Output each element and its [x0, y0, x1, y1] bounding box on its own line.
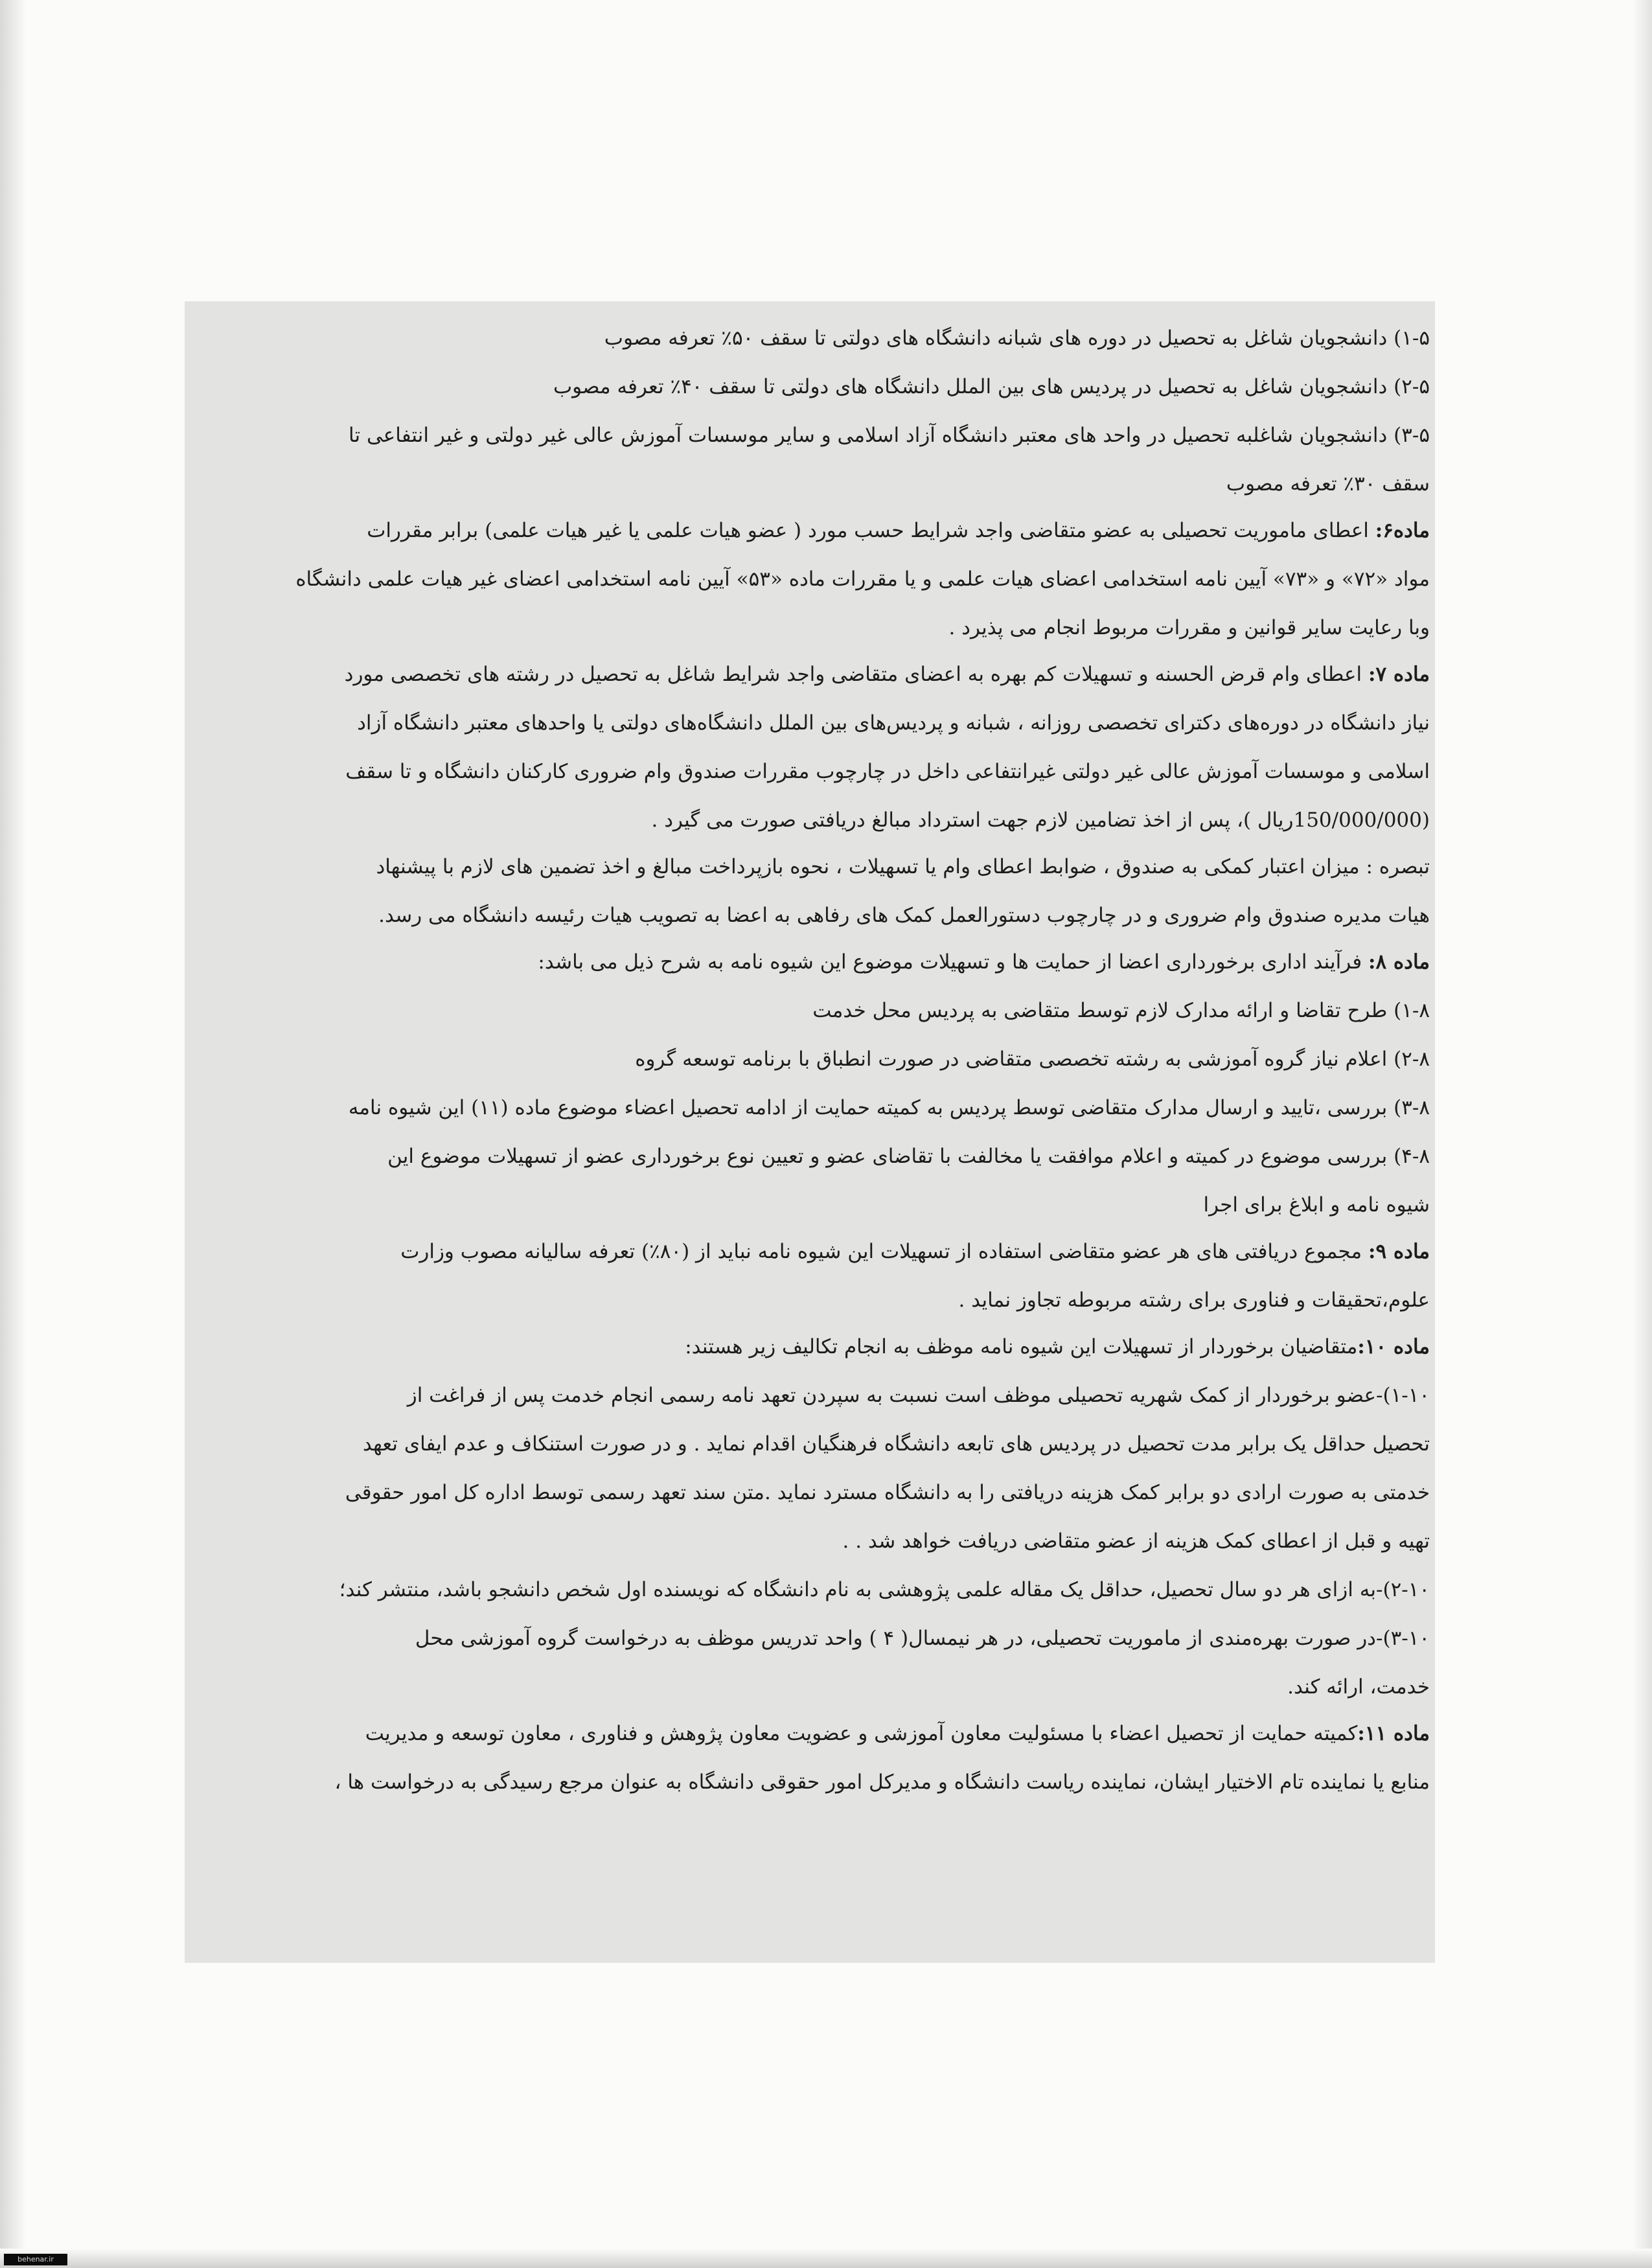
line-text: ۱-۸) طرح تقاضا و ارائه مدارک لازم توسط متقاضی به پردیس محل خدمت: [812, 999, 1430, 1022]
text-line: [192, 1323, 1430, 1371]
line-text: ۳-۸) بررسی ،تایید و ارسال مدارک متقاضی توسط پردیس به کمیته حمایت از ادامه تحصیل اعضاء موضوع ماده (۱۱) این شیوه نامه: [348, 1096, 1430, 1119]
line-text: متقاضیان برخوردار از تسهیلات این شیوه نامه موظف به انجام تکالیف زیر هستند:: [685, 1335, 1358, 1358]
text-line: [192, 1420, 1430, 1469]
line-text: ۲-۵) دانشجویان شاغل به تحصیل در پردیس های بین الملل دانشگاه های دولتی تا سقف ۴۰٪ تعرفه مصوب: [553, 375, 1430, 398]
article-label: ماده ۹:: [1368, 1240, 1430, 1263]
line-text: هیات مدیره صندوق وام ضروری و در چارچوب دستورالعمل کمک های رفاهی به اعضا به تصویب هیات رئیسه دانشگاه می رسد.: [378, 904, 1430, 927]
text-line: [192, 1566, 1430, 1614]
article-label: ماده۶:: [1375, 519, 1430, 542]
text-line: [192, 411, 1430, 460]
text-line: [192, 1710, 1430, 1758]
line-text: تحصیل حداقل یک برابر مدت تحصیل در پردیس های تابعه دانشگاه فرهنگیان اقدام نماید . و در صورت استنکاف و عدم ایفای تعهد: [362, 1432, 1430, 1456]
text-line: [192, 1614, 1430, 1663]
text-line: [192, 1469, 1430, 1517]
article-label: ماده ۱۰:: [1357, 1335, 1430, 1358]
text-line: [192, 843, 1430, 891]
text-line: [192, 987, 1430, 1035]
text-line: [192, 1758, 1430, 1807]
article-label: ماده ۸:: [1368, 950, 1430, 974]
text-line: [192, 1228, 1430, 1276]
text-line: [192, 748, 1430, 796]
line-text: ۱-۵) دانشجویان شاغل به تحصیل در دوره های شبانه دانشگاه های دولتی تا سقف ۵۰٪ تعرفه مصوب: [604, 326, 1430, 350]
line-text: مواد «۷۲» و «۷۳» آیین نامه استخدامی اعضای هیات علمی و یا مقررات ماده «۵۳» آیین نامه استخدامی اعضای غیر هیات علمی دانشگاه: [295, 567, 1430, 591]
line-text: نیاز دانشگاه در دوره‌های دکترای تخصصی روزانه ، شبانه و پردیس‌های بین الملل دانشگاه‌های دولتی یا واحدهای معتبر دانشگاه آزاد: [357, 711, 1430, 735]
text-line: [192, 507, 1430, 555]
line-text: فرآیند اداری برخورداری اعضا از حمایت ها و تسهیلات موضوع این شیوه نامه به شرح ذیل می باشد:: [538, 950, 1368, 974]
line-text: تبصره : میزان اعتبار کمکی به صندوق ، ضوابط اعطای وام یا تسهیلات ، نحوه بازپرداخت مبالغ و اخذ تضمین های لازم با پیشنهاد: [376, 855, 1430, 878]
line-text: ۲-۱۰)-به ازای هر دو سال تحصیل، حداقل یک مقاله علمی پژوهشی به نام دانشگاه که نویسنده اول شخص دانشجو باشد، منتشر کند؛: [339, 1578, 1430, 1601]
line-text: ۳-۱۰)-در صورت بهره‌مندی از ماموریت تحصیلی، در هر نیمسال( ۴ ) واحد تدریس موظف به درخواست گروه آموزشی محل: [415, 1627, 1430, 1650]
line-text: کمیته حمایت از تحصیل اعضاء با مسئولیت معاون آموزشی و عضویت معاون پژوهش و فناوری ، معاون توسعه و مدیریت: [365, 1722, 1358, 1745]
line-text: شیوه نامه و ابلاغ برای اجرا: [1203, 1193, 1430, 1217]
text-line: [192, 938, 1430, 987]
line-text: خدمت، ارائه کند.: [1287, 1675, 1430, 1699]
watermark-label: behenar.ir: [4, 2254, 67, 2265]
line-text: (150/000/000ریال )، پس از اخذ تضامین لازم جهت استرداد مبالغ دریافتی صورت می گیرد .: [651, 808, 1430, 832]
article-label: ماده ۷:: [1368, 663, 1430, 686]
text-line: [192, 460, 1430, 507]
text-line: [192, 650, 1430, 699]
text-line: [192, 1517, 1430, 1566]
line-text: سقف ۳۰٪ تعرفه مصوب: [1226, 472, 1430, 496]
line-text: تهیه و قبل از اعطای کمک هزینه از عضو متقاضی دریافت خواهد شد . .: [842, 1529, 1430, 1553]
text-line: [192, 1035, 1430, 1084]
line-text: مجموع دریافتی های هر عضو متقاضی استفاده از تسهیلات این شیوه نامه نباید از (۸۰٪) تعرفه سالیانه مصوب وزارت: [400, 1240, 1368, 1263]
line-text: علوم،تحقیقات و فناوری برای رشته مربوطه تجاوز نماید .: [958, 1289, 1430, 1312]
line-text: اعطای ماموریت تحصیلی به عضو متقاضی واجد شرایط حسب مورد ( عضو هیات علمی یا غیر هیات علمی) برابر مقررات: [367, 519, 1375, 542]
text-line: [192, 796, 1430, 843]
line-text: ۲-۸) اعلام نیاز گروه آموزشی به رشته تخصصی متقاضی در صورت انطباق با برنامه توسعه گروه: [635, 1048, 1430, 1071]
text-line: [192, 1663, 1430, 1710]
line-text: وبا رعایت سایر قوانین و مقررات مربوط انجام می پذیرد .: [948, 616, 1430, 639]
text-line: [192, 1181, 1430, 1228]
text-line: [192, 891, 1430, 938]
line-text: اسلامی و موسسات آموزش عالی غیر دولتی غیرانتفاعی داخل در چارچوب مقررات صندوق وام ضروری کارکنان دانشگاه و تا سقف: [345, 760, 1430, 783]
line-text: خدمتی به صورت ارادی دو برابر کمک هزینه دریافتی را به دانشگاه مسترد نماید .متن سند تعهد رسمی توسط اداره کل امور حقوقی: [345, 1481, 1430, 1504]
line-text: اعطای وام قرض الحسنه و تسهیلات کم بهره به اعضای متقاضی واجد شرایط شاغل به تحصیل در رشته های تخصصی مورد: [344, 663, 1368, 686]
line-text: ۳-۵) دانشجویان شاغلبه تحصیل در واحد های معتبر دانشگاه آزاد اسلامی و سایر موسسات آموزش عالی غیر دولتی و غیر انتفاعی تا: [349, 424, 1430, 447]
text-line: [192, 604, 1430, 650]
line-text: ۱-۱۰)-عضو برخوردار از کمک شهریه تحصیلی موظف است نسبت به سپردن تعهد نامه رسمی انجام خدمت پس از فراغت از: [407, 1384, 1430, 1407]
page-edge-bottom: [0, 2249, 1652, 2268]
text-line: [192, 363, 1430, 411]
text-line: [192, 1132, 1430, 1181]
text-line: [192, 314, 1430, 363]
text-line: [192, 1371, 1430, 1420]
line-text: منابع یا نماینده تام الاختیار ایشان، نماینده ریاست دانشگاه و مدیرکل امور حقوقی دانشگاه به عنوان مرجع رسیدگی به درخواست ها ،: [334, 1770, 1430, 1794]
line-text: ۴-۸) بررسی موضوع در کمیته و اعلام موافقت یا مخالفت با تقاضای عضو و تعیین نوع برخورداری عضو از تسهیلات موضوع این: [387, 1145, 1430, 1168]
article-label: ماده ۱۱:: [1357, 1722, 1430, 1745]
text-line: [192, 555, 1430, 604]
text-line: [192, 699, 1430, 748]
text-line: [192, 1276, 1430, 1323]
document-text-block: [185, 301, 1435, 1963]
text-line: [192, 1084, 1430, 1132]
page-edge-right: [1633, 0, 1652, 2268]
page-edge-left: [0, 0, 26, 2268]
